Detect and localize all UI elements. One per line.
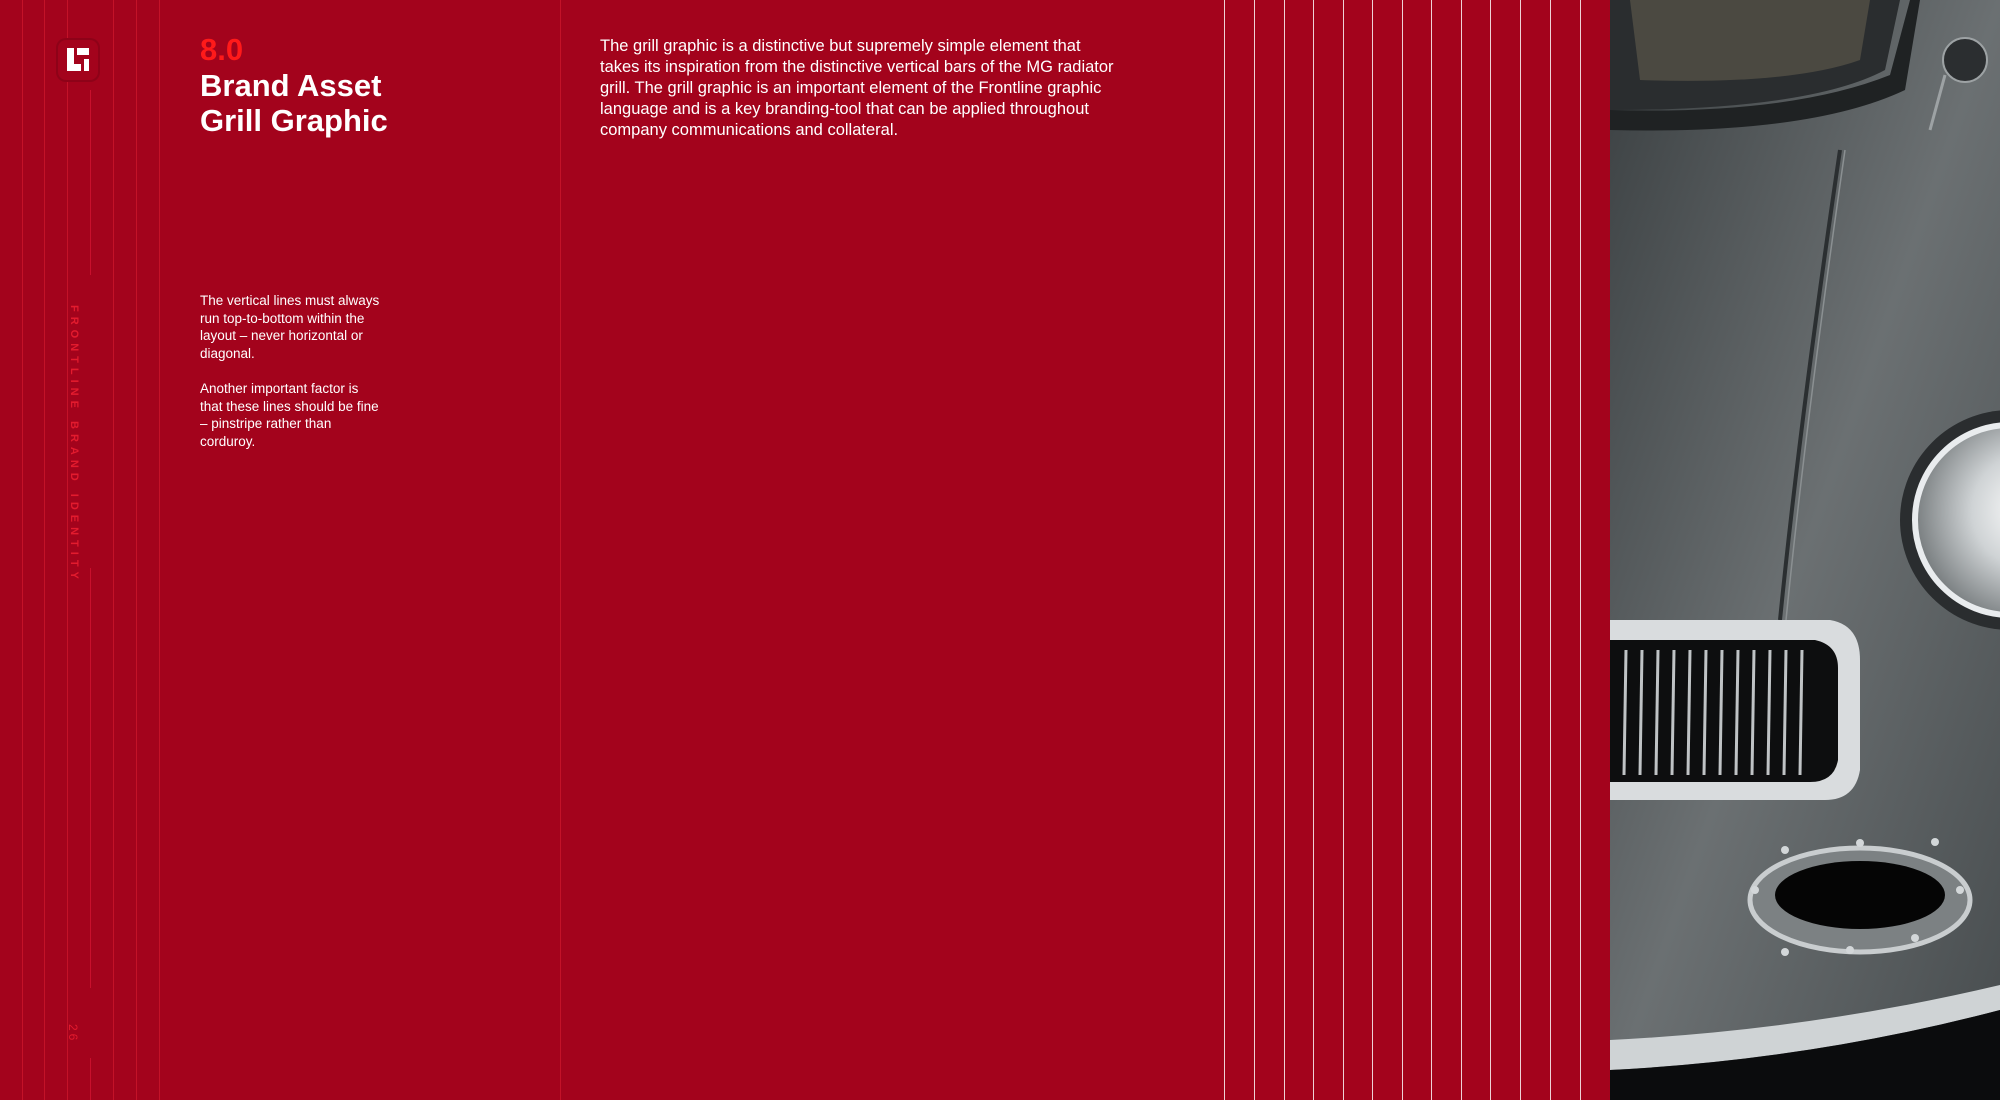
column-line [560,0,561,1100]
grill-line [1520,0,1521,1100]
car-front-grill-image [1610,0,2000,1100]
intro-paragraph: The grill graphic is a distinctive but supremely simple element that takes its inspiration from the distinctive vertical bars of the MG radiator grill. The grill graphic is an important element of the Frontline graphic language and is a key branding-tool that can be applied throughout company communications and collateral. [600,37,1114,139]
grill-line [1224,0,1225,1100]
grill-line [1490,0,1491,1100]
page-title [200,68,388,138]
grill-line [1284,0,1285,1100]
side-note-paragraph: The vertical lines must always run top-to-bottom within the layout – never horizontal or diagonal. [200,293,380,361]
side-note-paragraph: Another important factor is that these lines should be fine – pinstripe rather than corduroy. [200,381,379,449]
page-title-line2: Grill Graphic [200,103,388,138]
section-number: 8.0 [200,32,244,67]
grill-line [1254,0,1255,1100]
spine-rule [90,90,91,275]
car-photo [1610,0,2000,1100]
margin-line [113,0,114,1100]
margin-line [44,0,45,1100]
margin-line [159,0,160,1100]
grill-line [1372,0,1373,1100]
spine-rule [90,568,91,988]
grill-line [1580,0,1581,1100]
page-title-line1: Brand Asset [200,68,382,103]
grill-line [1431,0,1432,1100]
grill-line [1402,0,1403,1100]
frontline-logo-icon [58,40,98,80]
spine-label: FRONTLINE BRAND IDENTITY [68,305,80,584]
grill-line [1313,0,1314,1100]
grill-line [1343,0,1344,1100]
margin-line [136,0,137,1100]
margin-line [22,0,23,1100]
spine-rule [90,1058,91,1100]
grill-line [1461,0,1462,1100]
side-note [200,292,380,468]
grill-line [1550,0,1551,1100]
page-number: 26 [66,1024,80,1044]
